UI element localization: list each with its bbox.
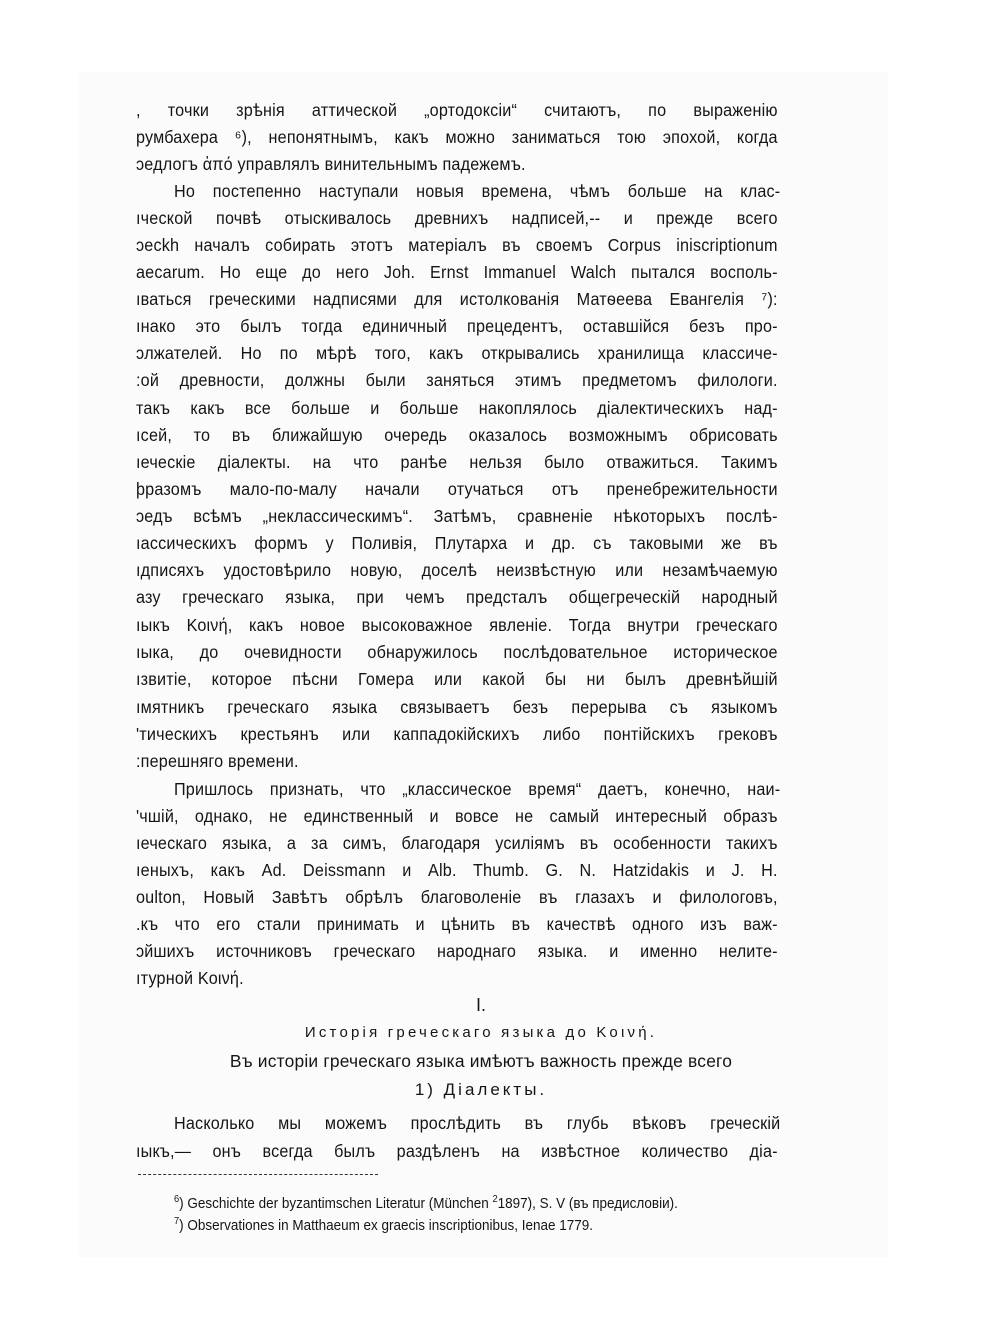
text-line: ıеныхъ, какъ Ad. Deissmann и Alb. Thumb. G. N. Hatzidakis и J. H. — [136, 860, 778, 880]
text-line: ɔедъ всѣмъ „неклассическимъ“. Затѣмъ, сравненіе нѣкоторыхъ послѣ- — [136, 506, 778, 526]
section-title: Исторія греческаго языка до Κοινή. — [304, 1024, 658, 1041]
text-line: ıыка, до очевидности обнаружилось послѣдовательное историческое — [136, 642, 778, 662]
text-line: :ой древности, должны были заняться этимъ предметомъ филологи. — [136, 370, 778, 390]
footnote-paren: ) — [179, 1218, 188, 1234]
text-line: ıдписяхъ удостовѣрило новую, доселѣ неизвѣстную или незамѣчаемую — [136, 560, 778, 580]
text-line: ıнако это былъ тогда единичный прецедентъ, оставшійся безъ про- — [136, 316, 778, 336]
footnote-text: Observationes in Matthaeum ex graecis inscriptionibus, Ienae 1779. — [187, 1218, 593, 1234]
text-line: Пришлось признать, что „классическое время“ даетъ, конечно, наи- — [174, 779, 781, 799]
text-line: ıыкъ,— онъ всегда былъ раздѣленъ на извѣстное количество діа- — [136, 1141, 778, 1161]
footnote-text: 1897), S. V (въ предисловіи). — [497, 1196, 678, 1212]
text-line: Насколько мы можемъ прослѣдить въ глубь вѣковъ греческій — [174, 1113, 781, 1133]
text-line: ıзвитіе, которое пѣсни Гомера или какой бы ни былъ древнѣйшій — [136, 669, 778, 689]
edition-superscript: 2 — [492, 1194, 498, 1205]
text-line: ıассическихъ формъ у Поливія, Плутарха и др. съ таковыми же въ — [136, 533, 778, 553]
footnote-separator — [138, 1174, 378, 1175]
text-line: 'чшій, однако, не единственный и вовсе не самый интересный образъ — [136, 806, 778, 826]
text-line: ıмятникъ греческаго языка связываетъ безъ перерыва съ языкомъ — [136, 697, 778, 717]
text-line: ıтурной Κοινή. — [136, 968, 244, 988]
text-line: .къ что его стали принимать и цѣнить въ качествѣ одного изъ важ- — [136, 914, 778, 934]
text-line: 'тическихъ крестьянъ или каппадокійскихъ либо понтійскихъ грековъ — [136, 724, 778, 744]
text-line: румбахера ⁶), непонятнымъ, какъ можно заниматься тою эпохой, когда — [136, 127, 778, 147]
footnote-marker: 6 — [174, 1194, 180, 1205]
text-line: ɔедлогъ ἀπό управлялъ винительнымъ падежемъ. — [136, 154, 526, 174]
text-line: ɔлжателей. Но по мѣрѣ того, какъ открывались хранилища классиче- — [136, 343, 778, 363]
text-line: oulton, Новый Завѣтъ обрѣлъ благоволеніе въ глазахъ и филологовъ, — [136, 887, 778, 907]
footnote-6 — [174, 1191, 678, 1213]
text-line: такъ какъ все больше и больше накоплялось діалектическихъ над- — [136, 398, 778, 418]
text-line: ıеческаго языка, а за симъ, благодаря усиліямъ въ особенности такихъ — [136, 833, 778, 853]
footnote-text: Geschichte der byzantimschen Literatur (München — [187, 1196, 493, 1212]
text-line: ıеческіе діалекты. на что ранѣе нельзя было отважиться. Такимъ — [136, 452, 778, 472]
text-line: :перешняго времени. — [136, 751, 299, 771]
footnote-paren: ) — [179, 1196, 188, 1212]
text-line: ıваться греческими надписями для истолкованія Матѳеева Евангелія ⁷): — [136, 289, 778, 309]
text-line: aecarum. Но еще до него Joh. Ernst Immanuel Walch пытался восполь- — [136, 262, 778, 282]
footnote-7 — [174, 1213, 593, 1235]
text-line: Но постепенно наступали новыя времена, чѣмъ больше на клас- — [174, 181, 781, 201]
text-line: þразомъ мало-по-малу начали отучаться отъ пренебрежительности — [136, 479, 778, 499]
section-number: I. — [475, 995, 486, 1015]
footnote-marker: 7 — [174, 1216, 180, 1227]
text-line: ıческой почвѣ отыскивалось древнихъ надписей,-- и прежде всего — [136, 208, 778, 228]
text-line: ıсей, то въ ближайшую очередь оказалось возможнымъ обрисовать — [136, 425, 778, 445]
text-line: азу греческаго языка, при чемъ предсталъ общегреческій народный — [136, 587, 778, 607]
text-line: ɔйшихъ источниковъ греческаго народнаго языка. и именно нелите- — [136, 941, 778, 961]
text-line: ɔeckh началъ собирать этотъ матеріалъ въ своемъ Corpus iniscriptionum — [136, 235, 778, 255]
text-line: , точки зрѣнія аттической „ортодоксіи“ считаютъ, по выраженію — [136, 100, 778, 120]
text-line: ıыкъ Κοινή, какъ новое высоковажное явленіе. Тогда внутри греческаго — [136, 615, 778, 635]
subsection-title: 1) Діалекты. — [414, 1080, 548, 1099]
section-intro: Въ исторіи греческаго языка имѣютъ важность прежде всего — [229, 1051, 733, 1071]
